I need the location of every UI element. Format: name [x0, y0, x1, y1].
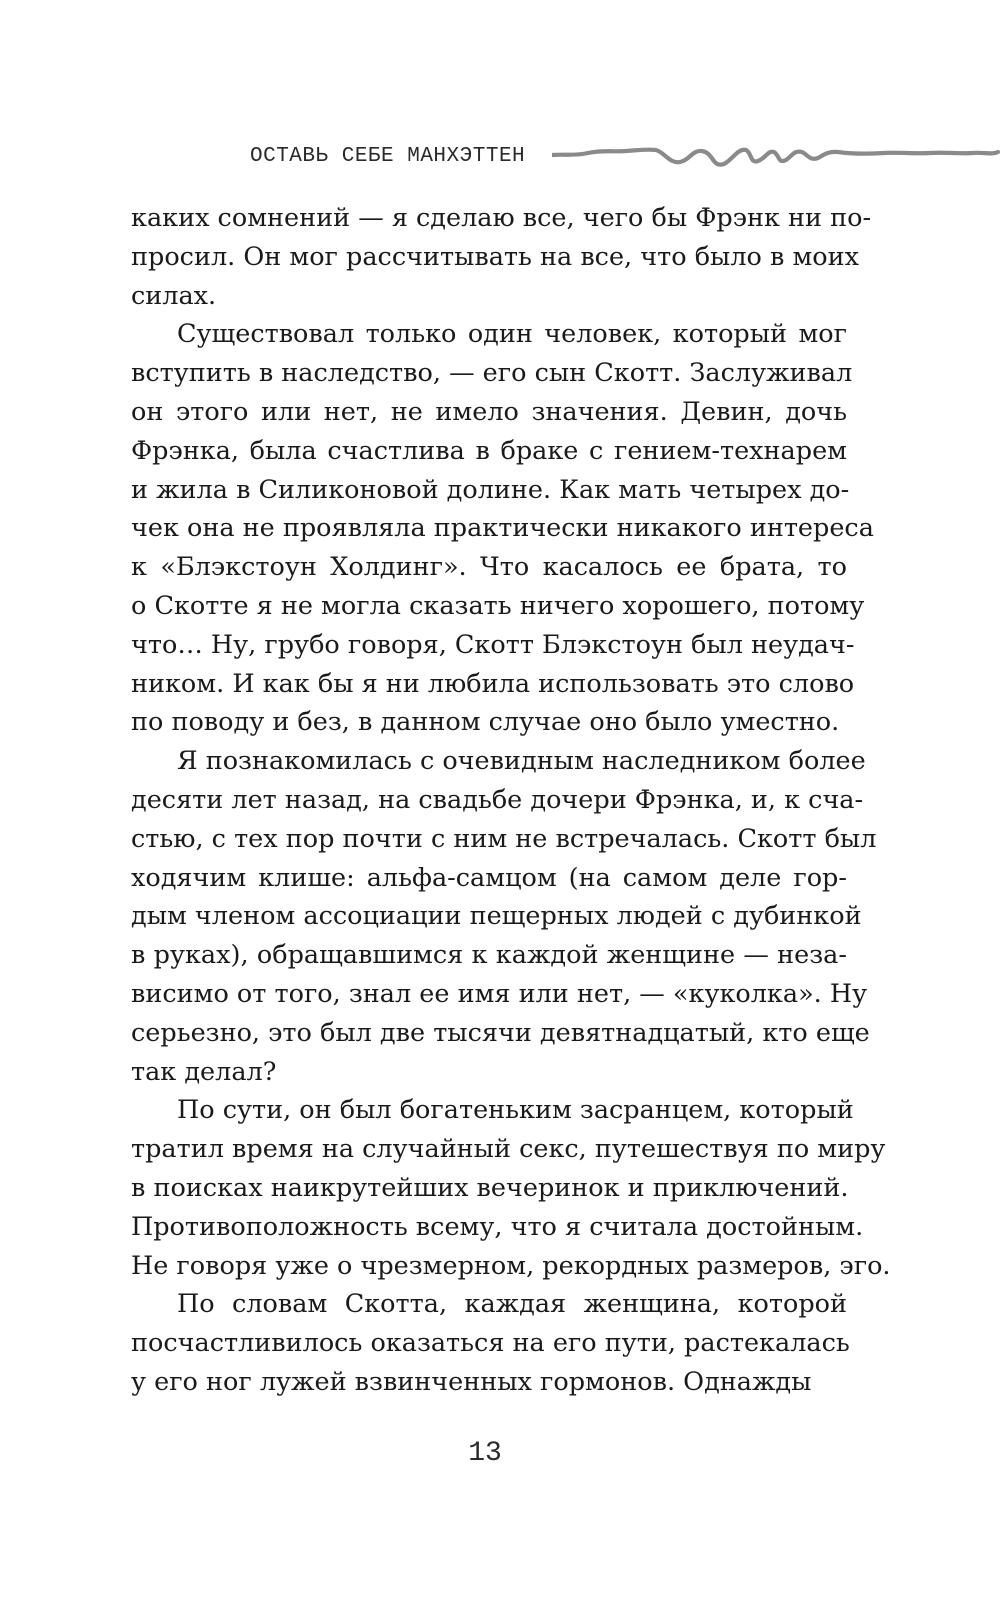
paragraph [131, 199, 872, 315]
text-line: Противоположность всему, что я считала достойным. [131, 1211, 864, 1242]
text-line: висимо от того, знал ее имя или нет, — «куколка». Ну [131, 978, 868, 1009]
text-line: ником. И как бы я ни любила использовать это слово [131, 668, 855, 699]
wavy-line-ornament-stroke [552, 150, 998, 165]
text-line: По сути, он был богатеньким засранцем, который [177, 1095, 854, 1126]
text-line: чек она не проявляла практически никакого интереса [131, 513, 874, 544]
text-line: вступить в наследство, — его сын Скотт. Заслуживал [131, 358, 853, 389]
text-line: у его ног лужей взвинченных гормонов. Однажды [131, 1366, 812, 1397]
text-line: так делал? [131, 1056, 277, 1087]
text-line: стью, с тех пор почти с ним не встречалась. Скотт был [131, 823, 877, 854]
text-line: Существовал только один человек, который мог [177, 319, 847, 350]
text-line: десяти лет назад, на свадьбе дочери Фрэнка, и, к сча- [131, 784, 864, 815]
text-line: посчастливилось оказаться на его пути, растекалась [131, 1328, 850, 1359]
text-line: к «Блэкстоун Холдинг». Что касалось ее брата, то [131, 552, 847, 583]
text-line: что… Ну, грубо говоря, Скотт Блэкстоун был неудач- [131, 629, 855, 660]
text-line: в руках), обращавшимся к каждой женщине — неза- [131, 940, 847, 971]
running-head [250, 141, 525, 171]
text-line: ходячим клише: альфа-самцом (на самом деле гор- [131, 862, 847, 893]
text-line: каких сомнений — я сделаю все, чего бы Фрэнк ни по- [131, 203, 872, 233]
running-title: ОСТАВЬ СЕБЕ МАНХЭТТЕН [250, 144, 526, 168]
text-line: в поисках наикрутейших вечеринок и приключений. [131, 1172, 849, 1203]
text-line: По словам Скотта, каждая женщина, которой [177, 1289, 847, 1320]
paragraph [131, 1285, 850, 1401]
text-line: по поводу и без, в данном случае оно было уместно. [131, 707, 840, 738]
wavy-line-ornament [552, 128, 1000, 180]
main-text [131, 199, 891, 1439]
paragraph [131, 1091, 891, 1285]
text-line: Фрэнка, была счастлива в браке с гением-технарем [131, 435, 847, 466]
text-line: просил. Он мог рассчитывать на все, что было в моих [131, 241, 860, 272]
text-line: о Скотте я не могла сказать ничего хорошего, потому [131, 590, 865, 621]
page-number: 13 [468, 1438, 502, 1469]
text-line: Я познакомилась с очевидным наследником более [177, 746, 866, 777]
text-line: тратил время на случайный секс, путешествуя по миру [131, 1134, 886, 1165]
text-line: Не говоря уже о чрезмерном, рекордных размеров, эго. [131, 1250, 891, 1281]
text-line: дым членом ассоциации пещерных людей с дубинкой [131, 901, 862, 932]
text-line: силах. [131, 280, 217, 311]
text-line: и жила в Силиконовой долине. Как мать четырех до- [131, 474, 850, 505]
paragraph [131, 742, 877, 1091]
text-line: серьезно, это был две тысячи девятнадцатый, кто еще [131, 1017, 870, 1048]
text-line: он этого или нет, не имело значения. Девин, дочь [131, 396, 847, 427]
paragraph [131, 315, 874, 742]
